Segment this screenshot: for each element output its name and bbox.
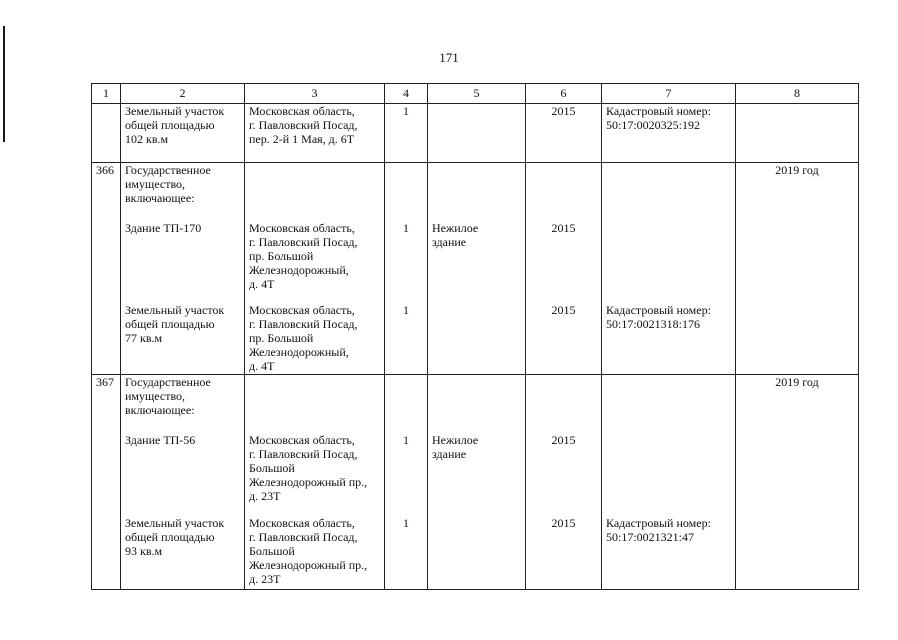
cell-note xyxy=(602,163,736,222)
cell-number xyxy=(92,433,121,516)
cell-quantity: 1 xyxy=(385,303,428,375)
header-row xyxy=(92,84,859,104)
cell-line: Здание ТП-170 xyxy=(125,221,202,235)
cell-purpose xyxy=(428,433,526,516)
cell-number xyxy=(92,221,121,303)
cell-purpose xyxy=(428,375,526,434)
cell-line: имущество, xyxy=(125,389,186,403)
cell-term xyxy=(736,516,859,590)
cell-year: 2015 xyxy=(526,104,602,163)
cell-year: 2015 xyxy=(526,303,602,375)
cell-note xyxy=(602,104,736,163)
cell-line: пр. Большой xyxy=(249,249,314,263)
cell-line: 50:17:0020325:192 xyxy=(606,118,701,132)
table-row xyxy=(92,303,859,375)
header-cell-2: 2 xyxy=(121,84,245,104)
cell-line: Кадастровый номер: xyxy=(606,303,711,317)
cell-year: 2015 xyxy=(526,516,602,590)
cell-line: Железнодорожный пр., xyxy=(249,558,368,572)
cell-year xyxy=(526,163,602,222)
header-cell-4: 4 xyxy=(385,84,428,104)
cell-line: включающее: xyxy=(125,191,195,205)
cell-number xyxy=(92,104,121,163)
cell-line: Земельный участок xyxy=(125,516,225,530)
cell-line: г. Павловский Посад, xyxy=(249,118,358,132)
cell-line: имущество, xyxy=(125,177,186,191)
cell-object xyxy=(121,163,245,222)
cell-note xyxy=(602,433,736,516)
table-row xyxy=(92,163,859,222)
cell-note xyxy=(602,516,736,590)
cell-address xyxy=(245,433,385,516)
cell-term xyxy=(736,303,859,375)
cell-line: Государственное xyxy=(125,163,211,177)
cell-purpose xyxy=(428,163,526,222)
cell-line: Железнодорожный пр., xyxy=(249,475,368,489)
cell-quantity: 1 xyxy=(385,516,428,590)
page-number: 171 xyxy=(439,50,459,65)
cell-purpose xyxy=(428,104,526,163)
cell-term xyxy=(736,433,859,516)
table-row xyxy=(92,221,859,303)
cell-term xyxy=(736,221,859,303)
cell-line: д. 4Т xyxy=(249,277,275,291)
cell-line: Земельный участок xyxy=(125,104,225,118)
cell-address xyxy=(245,516,385,590)
table-row xyxy=(92,516,859,590)
cell-object xyxy=(121,303,245,375)
cell-address xyxy=(245,375,385,434)
cell-line: г. Павловский Посад, xyxy=(249,317,358,331)
cell-line: д. 4Т xyxy=(249,359,275,373)
cell-number xyxy=(92,516,121,590)
cell-address xyxy=(245,303,385,375)
cell-line: г. Павловский Посад, xyxy=(249,235,358,249)
scan-margin-mark xyxy=(3,26,5,142)
cell-line: г. Павловский Посад, xyxy=(249,530,358,544)
cell-note xyxy=(602,375,736,434)
cell-term xyxy=(736,104,859,163)
cell-term: 2019 год xyxy=(736,375,859,434)
cell-line: здание xyxy=(432,235,467,249)
cell-line: Московская область, xyxy=(249,104,355,118)
cell-line: 102 кв.м xyxy=(125,132,169,146)
cell-line: включающее: xyxy=(125,403,195,417)
cell-year xyxy=(526,375,602,434)
cell-line: Земельный участок xyxy=(125,303,225,317)
cell-line: Кадастровый номер: xyxy=(606,516,711,530)
cell-line: Здание ТП-56 xyxy=(125,433,196,447)
cell-line: Нежилое xyxy=(432,221,479,235)
cell-line: 77 кв.м xyxy=(125,331,163,345)
cell-purpose xyxy=(428,516,526,590)
cell-note xyxy=(602,221,736,303)
cell-line: общей площадью xyxy=(125,118,215,132)
cell-quantity xyxy=(385,163,428,222)
cell-line: Кадастровый номер: xyxy=(606,104,711,118)
cell-line: Железнодорожный, xyxy=(249,345,349,359)
cell-line: Московская область, xyxy=(249,303,355,317)
header-cell-1: 1 xyxy=(92,84,121,104)
cell-line: пер. 2-й 1 Мая, д. 6Т xyxy=(249,132,355,146)
cell-line: д. 23Т xyxy=(249,572,281,586)
cell-line: здание xyxy=(432,447,467,461)
header-cell-3: 3 xyxy=(245,84,385,104)
cell-object xyxy=(121,221,245,303)
cell-address xyxy=(245,163,385,222)
cell-line: 93 кв.м xyxy=(125,544,163,558)
cell-line: Железнодорожный, xyxy=(249,263,349,277)
cell-line: общей площадью xyxy=(125,317,215,331)
cell-line: Большой xyxy=(249,461,295,475)
cell-line: Государственное xyxy=(125,375,211,389)
cell-quantity: 1 xyxy=(385,433,428,516)
cell-object xyxy=(121,104,245,163)
table-row xyxy=(92,104,859,163)
cell-line: пр. Большой xyxy=(249,331,314,345)
cell-term: 2019 год xyxy=(736,163,859,222)
cell-object xyxy=(121,375,245,434)
cell-year: 2015 xyxy=(526,221,602,303)
cell-line: Московская область, xyxy=(249,516,355,530)
cell-note xyxy=(602,303,736,375)
cell-quantity: 1 xyxy=(385,104,428,163)
header-cell-8: 8 xyxy=(736,84,859,104)
cell-purpose xyxy=(428,303,526,375)
cell-address xyxy=(245,104,385,163)
cell-year: 2015 xyxy=(526,433,602,516)
header-cell-5: 5 xyxy=(428,84,526,104)
table-row xyxy=(92,375,859,434)
cell-number xyxy=(92,303,121,375)
cell-line: общей площадью xyxy=(125,530,215,544)
cell-line: Большой xyxy=(249,544,295,558)
cell-line: Нежилое xyxy=(432,433,479,447)
cell-purpose xyxy=(428,221,526,303)
cell-line: 50:17:0021318:176 xyxy=(606,317,701,331)
cell-line: Московская область, xyxy=(249,433,355,447)
cell-address xyxy=(245,221,385,303)
cell-quantity: 1 xyxy=(385,221,428,303)
cell-number: 367 xyxy=(92,375,121,434)
header-cell-7: 7 xyxy=(602,84,736,104)
cell-quantity xyxy=(385,375,428,434)
table-row xyxy=(92,433,859,516)
cell-number: 366 xyxy=(92,163,121,222)
cell-object xyxy=(121,433,245,516)
cell-line: г. Павловский Посад, xyxy=(249,447,358,461)
property-table xyxy=(91,83,859,590)
cell-line: 50:17:0021321:47 xyxy=(606,530,695,544)
cell-line: д. 23Т xyxy=(249,489,281,503)
header-cell-6: 6 xyxy=(526,84,602,104)
cell-object xyxy=(121,516,245,590)
cell-line: Московская область, xyxy=(249,221,355,235)
